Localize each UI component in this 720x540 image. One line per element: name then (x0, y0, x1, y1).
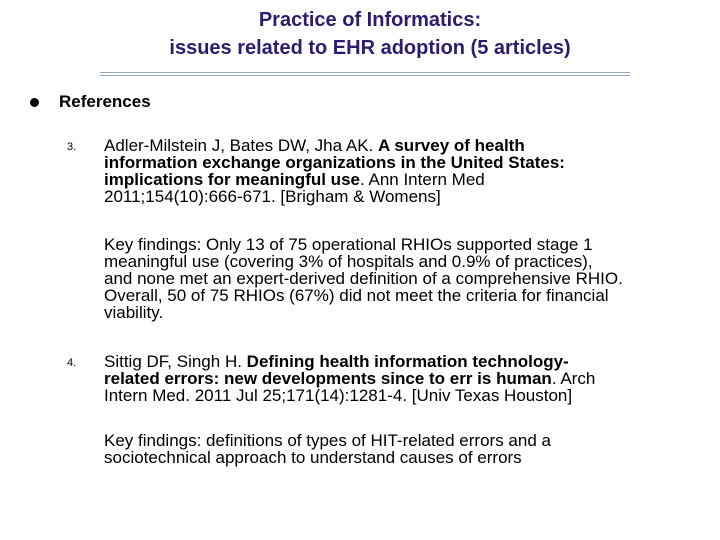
key-findings-line: sociotechnical approach to understand causes of errors (104, 448, 522, 467)
key-findings-line: Overall, 50 of 75 RHIOs (67%) did not meet the criteria for financial (104, 286, 609, 305)
key-findings-line: viability. (104, 303, 164, 322)
citation-line (104, 171, 716, 188)
reference-citation (104, 137, 716, 205)
citation-line (104, 154, 716, 171)
citation-authors: Sittig DF, Singh H. (104, 352, 247, 371)
section-heading: References (59, 92, 151, 111)
bullet-dot-icon (30, 98, 39, 107)
citation-title: Defining health information technology- (246, 352, 569, 371)
slide-title-line-1: Practice of Informatics: (258, 9, 482, 31)
citation-source: . Ann Intern Med (359, 170, 485, 189)
citation-authors: Adler-Milstein J, Bates DW, Jha AK. (104, 136, 378, 155)
citation-line (104, 137, 716, 154)
citation-line (104, 188, 716, 205)
key-findings (104, 432, 716, 466)
citation-line (104, 370, 716, 387)
slide-title (100, 6, 640, 62)
citation-source: . Arch (551, 369, 596, 388)
citation-title: A survey of health (377, 136, 525, 155)
citation-line (104, 387, 716, 404)
citation-title: information exchange organizations in the United States: (104, 153, 565, 172)
citation-line (104, 353, 716, 370)
key-findings-line: Key findings: Only 13 of 75 operational RHIOs supported stage 1 (104, 235, 593, 254)
key-findings-line: Key findings: definitions of types of HIT-related errors and a (104, 431, 551, 450)
reference-number: 4. (67, 357, 77, 369)
key-findings (104, 236, 716, 321)
citation-title: implications for meaningful use (104, 170, 360, 189)
key-findings-line: and none met an expert-derived definition of a comprehensive RHIO. (104, 269, 623, 288)
reference-citation (104, 353, 716, 404)
citation-title: related errors: new developments since to err is human (104, 369, 552, 388)
title-divider (100, 72, 630, 76)
key-findings-line: meaningful use (covering 3% of hospitals and 0.9% of practices), (104, 252, 593, 271)
slide-title-line-2: issues related to EHR adoption (5 articles) (169, 37, 571, 59)
reference-number: 3. (67, 141, 77, 153)
citation-source: Intern Med. 2011 Jul 25;171(14):1281-4. [Univ Texas Houston] (104, 386, 573, 405)
citation-source: 2011;154(10):666-671. [Brigham & Womens] (104, 187, 441, 206)
